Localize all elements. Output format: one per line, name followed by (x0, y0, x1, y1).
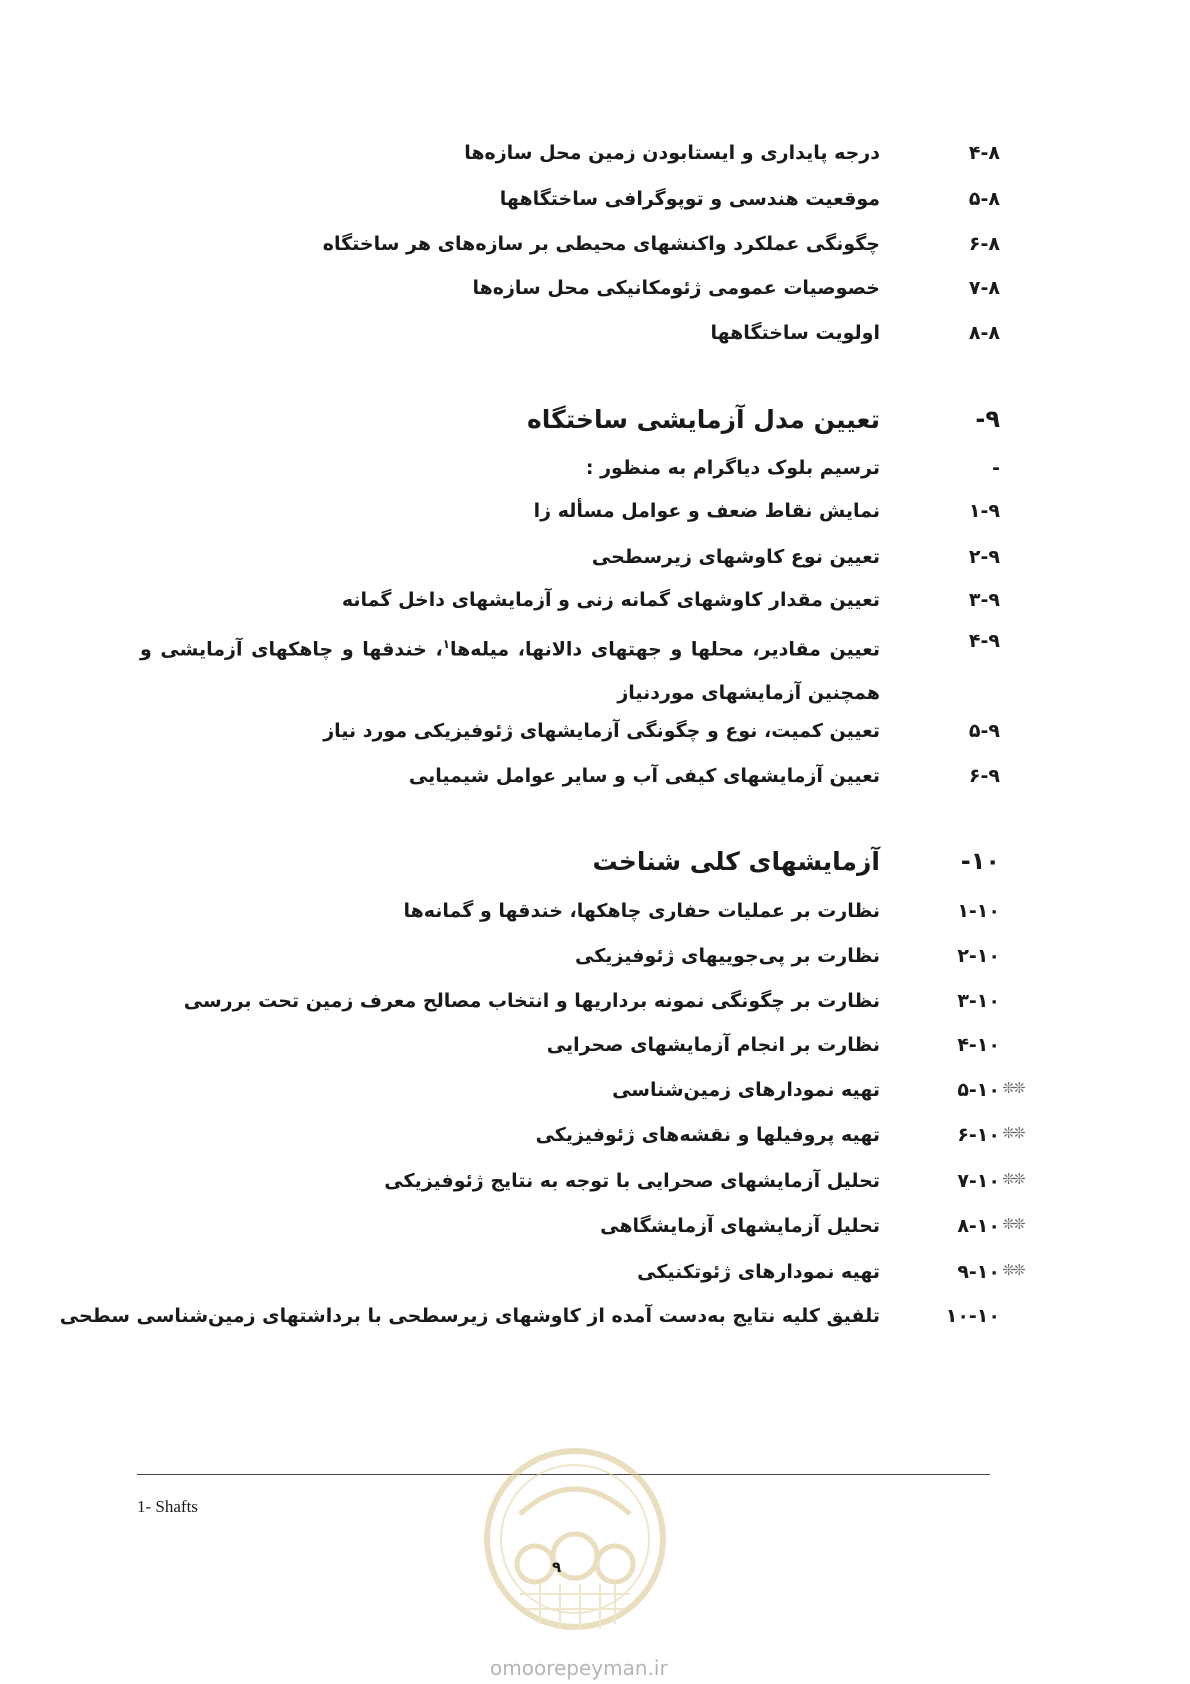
list-item (0, 500, 1190, 540)
item-text: تعیین نوع کاوشهای زیرسطحی (591, 546, 880, 568)
item-number: ۸-۱۰ (957, 1215, 1000, 1237)
list-item (0, 1215, 1190, 1255)
item-number: ۲-۱۰ (957, 945, 1000, 967)
item-number: ۵-۱۰ (957, 1079, 1000, 1101)
item-text: چگونگی عملکرد واکنشهای محیطی بر سازه‌های هر ساختگاه (322, 233, 880, 255)
item-number: ۴-۸ (968, 142, 1000, 164)
list-item (0, 900, 1190, 940)
item-text: تعیین مقادیر، محلها و جهتهای دالانها، میله‌ها$^۱$، خندقها و چاهکهای آزمایشی و همچنین آزمایشهای موردنیاز (140, 637, 881, 705)
item-number: ۶-۸ (968, 233, 1000, 255)
item-text: تهیه نمودارهای زمین‌شناسی (612, 1079, 880, 1101)
list-item (0, 945, 1190, 985)
section-heading (0, 847, 1190, 887)
item-text: تعیین کمیت، نوع و چگونگی آزمایشهای ژئوفیزیکی مورد نیاز (323, 720, 880, 742)
item-number: ۹-۱۰ (957, 1261, 1000, 1283)
item-number: ۳-۱۰ (957, 990, 1000, 1012)
item-text: تلفیق کلیه نتایج به‌دست آمده از کاوشهای زیرسطحی با برداشتهای زمین‌شناسی سطحی (59, 1305, 880, 1327)
item-number: ۲-۹ (968, 546, 1000, 568)
item-number: ۷-۸ (968, 277, 1000, 299)
section-number: -۹ (975, 405, 1000, 433)
item-number: ۶-۹ (968, 765, 1000, 787)
item-text: تحلیل آزمایشهای آزمایشگاهی (600, 1215, 880, 1237)
item-number: ۳-۹ (968, 589, 1000, 611)
item-number: ۴-۹ (968, 630, 1000, 652)
item-text: تهیه نمودارهای ژئوتکنیکی (637, 1261, 880, 1283)
item-text: نظارت بر انجام آزمایشهای صحرایی (546, 1034, 880, 1056)
list-item (0, 188, 1190, 228)
item-number: - (992, 457, 1000, 479)
item-text: تعیین آزمایشهای کیفی آب و سایر عوامل شیمیایی (408, 765, 880, 787)
list-item (0, 322, 1190, 362)
item-number: ۱-۹ (968, 500, 1000, 522)
list-item (0, 1124, 1190, 1164)
item-text: نظارت بر عملیات حفاری چاهکها، خندقها و گمانه‌ها (403, 900, 880, 922)
item-text: تهیه پروفیلها و نقشه‌های ژئوفیزیکی (535, 1124, 880, 1146)
section-title: آزمایشهای کلی شناخت (592, 847, 880, 876)
item-text: درجه پایداری و ایستابودن زمین محل سازه‌ها (464, 142, 880, 164)
watermark: omoorepeyman.ir (490, 1656, 668, 1680)
list-item (0, 142, 1190, 182)
list-item (0, 1079, 1190, 1119)
item-text: موقعیت هندسی و توپوگرافی ساختگاهها (499, 188, 880, 210)
asterisk-icon: ❊❊ (1002, 1124, 1024, 1142)
seal-logo-icon (480, 1444, 670, 1644)
list-item (0, 277, 1190, 317)
list-item (0, 1170, 1190, 1210)
item-text: نظارت بر پی‌جوییهای ژئوفیزیکی (575, 945, 880, 967)
asterisk-icon: ❊❊ (1002, 1215, 1024, 1233)
section-title: تعیین مدل آزمایشی ساختگاه (527, 405, 880, 434)
list-item (0, 630, 1190, 720)
footnote: 1- Shafts (137, 1497, 198, 1516)
item-text: ترسیم بلوک دیاگرام به منظور : (585, 457, 880, 479)
list-item (0, 233, 1190, 273)
item-number: ۴-۱۰ (957, 1034, 1000, 1056)
list-item (0, 1261, 1190, 1301)
page-number: ۹ (552, 1558, 562, 1576)
item-number: ۷-۱۰ (957, 1170, 1000, 1192)
asterisk-icon: ❊❊ (1002, 1170, 1024, 1188)
list-item (0, 1034, 1190, 1074)
list-item (0, 990, 1190, 1030)
asterisk-icon: ❊❊ (1002, 1079, 1024, 1097)
item-number: ۵-۹ (968, 720, 1000, 742)
list-item (0, 457, 1190, 497)
item-number: ۸-۸ (968, 322, 1000, 344)
footnote-marker: ۱ (442, 637, 450, 651)
item-text: خصوصیات عمومی ژئومکانیکی محل سازه‌ها (472, 277, 880, 299)
item-number: ۵-۸ (968, 188, 1000, 210)
item-number: ۶-۱۰ (957, 1124, 1000, 1146)
section-number: -۱۰ (960, 847, 1000, 875)
asterisk-icon: ❊❊ (1002, 1261, 1024, 1279)
item-text: نمایش نقاط ضعف و عوامل مسأله زا (533, 500, 880, 522)
item-text: تعیین مقدار کاوشهای گمانه زنی و آزمایشهای داخل گمانه (341, 589, 880, 611)
list-item (0, 546, 1190, 586)
list-item (0, 720, 1190, 760)
item-text: تحلیل آزمایشهای صحرایی با توجه به نتایج ژئوفیزیکی (384, 1170, 880, 1192)
item-text: نظارت بر چگونگی نمونه برداریها و انتخاب مصالح معرف زمین تحت بررسی (183, 990, 880, 1012)
item-number: ۱۰-۱۰ (945, 1305, 1000, 1327)
list-item (0, 1305, 1190, 1345)
section-heading (0, 405, 1190, 445)
item-text: اولویت ساختگاهها (710, 322, 880, 344)
list-item (0, 765, 1190, 805)
item-number: ۱-۱۰ (957, 900, 1000, 922)
